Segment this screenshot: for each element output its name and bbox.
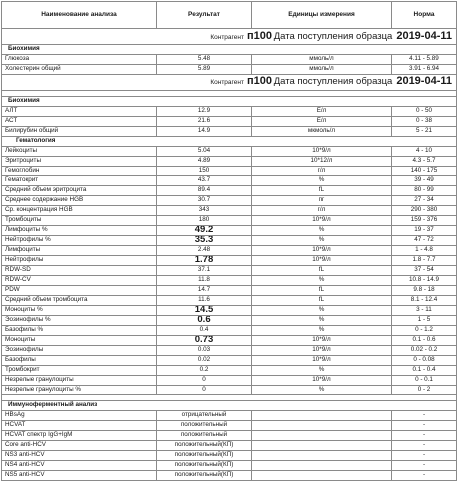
units-value bbox=[252, 461, 392, 471]
units-value: ммоль/л bbox=[252, 64, 392, 74]
contractor-label: Контрагент bbox=[210, 79, 244, 87]
norm-range: 0.1 - 0.4 bbox=[392, 365, 457, 375]
units-value: fL bbox=[252, 186, 392, 196]
result-value: 12.9 bbox=[157, 106, 252, 116]
analysis-name: Ср. концентрация HGB bbox=[2, 206, 157, 216]
units-value: % bbox=[252, 325, 392, 335]
analysis-name: Нейтрофилы bbox=[2, 256, 157, 266]
units-value bbox=[252, 471, 392, 481]
norm-range: - bbox=[392, 421, 457, 431]
result-value: 21.6 bbox=[157, 116, 252, 126]
section-header: Биохимия bbox=[2, 96, 457, 106]
table-row bbox=[2, 266, 457, 276]
analysis-name: Лимфоциты bbox=[2, 246, 157, 256]
table-row bbox=[2, 305, 457, 315]
result-value: 180 bbox=[157, 216, 252, 226]
units-value: 10*9/л bbox=[252, 335, 392, 345]
analysis-name: Средний объем эритроцита bbox=[2, 186, 157, 196]
analysis-name: NS3 anti-HCV bbox=[2, 451, 157, 461]
analysis-name: Моноциты % bbox=[2, 305, 157, 315]
units-value: 10*9/л bbox=[252, 355, 392, 365]
contractor-code: п100 bbox=[246, 75, 272, 88]
table-row bbox=[2, 441, 457, 451]
hematology-group bbox=[2, 146, 457, 395]
table-row bbox=[2, 411, 457, 421]
result-value: положительный(КП) bbox=[157, 461, 252, 471]
table-row bbox=[2, 176, 457, 186]
result-value: 43.7 bbox=[157, 176, 252, 186]
analysis-name: Тромбокрит bbox=[2, 365, 157, 375]
analysis-name: HCVAT спектр IgG+IgM bbox=[2, 431, 157, 441]
lab-results-table bbox=[1, 1, 457, 481]
norm-range: 0 - 0.08 bbox=[392, 355, 457, 365]
units-value: Е/л bbox=[252, 106, 392, 116]
analysis-name: Эозинофилы bbox=[2, 345, 157, 355]
units-value: % bbox=[252, 315, 392, 325]
table-row bbox=[2, 156, 457, 166]
norm-range: 9.8 - 18 bbox=[392, 285, 457, 295]
units-value: 10*9/л bbox=[252, 246, 392, 256]
units-value: 10*9/л bbox=[252, 256, 392, 266]
table-row bbox=[2, 256, 457, 266]
analysis-name: Нейтрофилы % bbox=[2, 236, 157, 246]
analysis-name: Среднее содержание HGB bbox=[2, 196, 157, 206]
contractor-date-label: Дата поступления образца bbox=[273, 76, 393, 88]
result-value: отрицательный bbox=[157, 411, 252, 421]
result-value: 30.7 bbox=[157, 196, 252, 206]
result-value: 49.2 bbox=[157, 226, 252, 236]
result-value: 14.7 bbox=[157, 285, 252, 295]
norm-range: 0 - 50 bbox=[392, 106, 457, 116]
analysis-name: Эозинофилы % bbox=[2, 315, 157, 325]
biochem-group-1 bbox=[2, 54, 457, 74]
units-value: 10*9/л bbox=[252, 375, 392, 385]
norm-range: - bbox=[392, 451, 457, 461]
table-row bbox=[2, 295, 457, 305]
table-row bbox=[2, 166, 457, 176]
analysis-name: RDW-SD bbox=[2, 266, 157, 276]
result-value: 343 bbox=[157, 206, 252, 216]
norm-range: 80 - 99 bbox=[392, 186, 457, 196]
table-row bbox=[2, 365, 457, 375]
analysis-name: Моноциты bbox=[2, 335, 157, 345]
norm-range: 10.8 - 14.9 bbox=[392, 276, 457, 286]
analysis-name: Билирубин общий bbox=[2, 126, 157, 136]
table-row bbox=[2, 471, 457, 481]
biochem-group-2 bbox=[2, 106, 457, 136]
units-value bbox=[252, 411, 392, 421]
table-row bbox=[2, 64, 457, 74]
result-value: положительный(КП) bbox=[157, 451, 252, 461]
table-row bbox=[2, 236, 457, 246]
units-value bbox=[252, 431, 392, 441]
contractor-date-label: Дата поступления образца bbox=[273, 30, 393, 42]
norm-range: 5 - 21 bbox=[392, 126, 457, 136]
norm-range: 8.1 - 12.4 bbox=[392, 295, 457, 305]
analysis-name: АЛТ bbox=[2, 106, 157, 116]
table-row bbox=[2, 461, 457, 471]
analysis-name: HCVAT bbox=[2, 421, 157, 431]
result-value: 0.2 bbox=[157, 365, 252, 375]
result-value: 150 bbox=[157, 166, 252, 176]
result-value: 4.89 bbox=[157, 156, 252, 166]
table-row bbox=[2, 345, 457, 355]
result-value: 89.4 bbox=[157, 186, 252, 196]
analysis-name: Незрелые гранулоциты bbox=[2, 375, 157, 385]
table-row bbox=[2, 285, 457, 295]
units-value: Е/л bbox=[252, 116, 392, 126]
units-value: 10*9/л bbox=[252, 216, 392, 226]
units-value: г/л bbox=[252, 166, 392, 176]
table-row bbox=[2, 126, 457, 136]
analysis-name: Лейкоциты bbox=[2, 146, 157, 156]
result-value: 0.73 bbox=[157, 335, 252, 345]
units-value: мкмоль/л bbox=[252, 126, 392, 136]
analysis-name: Тромбоциты bbox=[2, 216, 157, 226]
norm-range: 47 - 72 bbox=[392, 236, 457, 246]
units-value: г/л bbox=[252, 206, 392, 216]
norm-range: 4 - 10 bbox=[392, 146, 457, 156]
analysis-name: NS4 anti-HCV bbox=[2, 461, 157, 471]
table-row bbox=[2, 325, 457, 335]
result-value: 5.89 bbox=[157, 64, 252, 74]
analysis-name: NS5 anti-HCV bbox=[2, 471, 157, 481]
units-value bbox=[252, 451, 392, 461]
norm-range: 0.02 - 0.2 bbox=[392, 345, 457, 355]
analysis-name: HBsAg bbox=[2, 411, 157, 421]
table-row bbox=[2, 116, 457, 126]
norm-range: 0.1 - 0.6 bbox=[392, 335, 457, 345]
units-value bbox=[252, 421, 392, 431]
result-value: 0.03 bbox=[157, 345, 252, 355]
norm-range: 1.8 - 7.7 bbox=[392, 256, 457, 266]
units-value: % bbox=[252, 385, 392, 395]
analysis-name: RDW-CV bbox=[2, 276, 157, 286]
table-row bbox=[2, 106, 457, 116]
norm-range: 27 - 34 bbox=[392, 196, 457, 206]
table-header-row bbox=[2, 2, 457, 29]
result-value: 5.04 bbox=[157, 146, 252, 156]
header-units: Единицы измерения bbox=[252, 2, 392, 29]
norm-range: 159 - 376 bbox=[392, 216, 457, 226]
units-value bbox=[252, 441, 392, 451]
table-row bbox=[2, 54, 457, 64]
table-row bbox=[2, 385, 457, 395]
contractor-row-1 bbox=[2, 29, 457, 45]
header-result: Результат bbox=[157, 2, 252, 29]
norm-range: 1 - 5 bbox=[392, 315, 457, 325]
norm-range: 3 - 11 bbox=[392, 305, 457, 315]
units-value: пг bbox=[252, 196, 392, 206]
analysis-name: Лимфоциты % bbox=[2, 226, 157, 236]
table-row bbox=[2, 355, 457, 365]
sample-date: 2019-04-11 bbox=[396, 29, 452, 42]
norm-range: 39 - 49 bbox=[392, 176, 457, 186]
analysis-name: Холестерин общий bbox=[2, 64, 157, 74]
analysis-name: Core anti-HCV bbox=[2, 441, 157, 451]
analysis-name: Глюкоза bbox=[2, 54, 157, 64]
norm-range: 3.91 - 6.94 bbox=[392, 64, 457, 74]
units-value: 10*9/л bbox=[252, 345, 392, 355]
result-value: 0 bbox=[157, 375, 252, 385]
result-value: 14.5 bbox=[157, 305, 252, 315]
norm-range: 4.3 - 5.7 bbox=[392, 156, 457, 166]
result-value: 14.9 bbox=[157, 126, 252, 136]
units-value: 10*9/л bbox=[252, 146, 392, 156]
table-row bbox=[2, 375, 457, 385]
table-row bbox=[2, 246, 457, 256]
table-row bbox=[2, 431, 457, 441]
result-value: 0.6 bbox=[157, 315, 252, 325]
table-row bbox=[2, 216, 457, 226]
units-value: ммоль/л bbox=[252, 54, 392, 64]
contractor-label: Контрагент bbox=[210, 33, 244, 41]
sample-date: 2019-04-11 bbox=[396, 75, 452, 88]
result-value: положительный bbox=[157, 431, 252, 441]
immuno-group bbox=[2, 411, 457, 481]
analysis-name: Незрелые гранулоциты % bbox=[2, 385, 157, 395]
analysis-name: АСТ bbox=[2, 116, 157, 126]
norm-range: - bbox=[392, 461, 457, 471]
norm-range: 1 - 4.8 bbox=[392, 246, 457, 256]
norm-range: - bbox=[392, 441, 457, 451]
result-value: 5.48 bbox=[157, 54, 252, 64]
result-value: 0.4 bbox=[157, 325, 252, 335]
analysis-name: Гемоглобин bbox=[2, 166, 157, 176]
table-row bbox=[2, 226, 457, 236]
result-value: 2.48 bbox=[157, 246, 252, 256]
norm-range: 19 - 37 bbox=[392, 226, 457, 236]
section-header: Гематология bbox=[2, 136, 457, 146]
norm-range: 37 - 54 bbox=[392, 266, 457, 276]
result-value: 11.6 bbox=[157, 295, 252, 305]
result-value: 35.3 bbox=[157, 236, 252, 246]
table-row bbox=[2, 335, 457, 345]
table-row bbox=[2, 276, 457, 286]
section-header: Биохимия bbox=[2, 45, 457, 55]
norm-range: - bbox=[392, 471, 457, 481]
units-value: fL bbox=[252, 266, 392, 276]
norm-range: 0 - 1.2 bbox=[392, 325, 457, 335]
result-value: 37.1 bbox=[157, 266, 252, 276]
norm-range: 0 - 38 bbox=[392, 116, 457, 126]
units-value: fL bbox=[252, 285, 392, 295]
result-value: положительный(КП) bbox=[157, 441, 252, 451]
analysis-name: Базофилы % bbox=[2, 325, 157, 335]
analysis-name: Эритроциты bbox=[2, 156, 157, 166]
result-value: 11.8 bbox=[157, 276, 252, 286]
units-value: % bbox=[252, 305, 392, 315]
norm-range: 140 - 175 bbox=[392, 166, 457, 176]
header-name: Наименование анализа bbox=[2, 2, 157, 29]
result-value: 0 bbox=[157, 385, 252, 395]
table-row bbox=[2, 451, 457, 461]
norm-range: 290 - 380 bbox=[392, 206, 457, 216]
contractor-row-2 bbox=[2, 74, 457, 90]
analysis-name: Гематокрит bbox=[2, 176, 157, 186]
contractor-code: п100 bbox=[246, 29, 272, 42]
norm-range: 4.11 - 5.89 bbox=[392, 54, 457, 64]
result-value: положительный(КП) bbox=[157, 471, 252, 481]
units-value: fL bbox=[252, 295, 392, 305]
table-row bbox=[2, 206, 457, 216]
units-value: 10*12/л bbox=[252, 156, 392, 166]
norm-range: 0 - 0.1 bbox=[392, 375, 457, 385]
analysis-name: Средний объем тромбоцита bbox=[2, 295, 157, 305]
analysis-name: Базофилы bbox=[2, 355, 157, 365]
section-header: Иммуноферментный анализ bbox=[2, 401, 457, 411]
table-row bbox=[2, 186, 457, 196]
table-row bbox=[2, 146, 457, 156]
norm-range: - bbox=[392, 431, 457, 441]
result-value: 1.78 bbox=[157, 256, 252, 266]
units-value: % bbox=[252, 236, 392, 246]
units-value: % bbox=[252, 176, 392, 186]
analysis-name: PDW bbox=[2, 285, 157, 295]
units-value: % bbox=[252, 226, 392, 236]
norm-range: - bbox=[392, 411, 457, 421]
header-norm: Норма bbox=[392, 2, 457, 29]
result-value: положительный bbox=[157, 421, 252, 431]
units-value: % bbox=[252, 276, 392, 286]
table-row bbox=[2, 315, 457, 325]
table-row bbox=[2, 196, 457, 206]
norm-range: 0 - 2 bbox=[392, 385, 457, 395]
table-row bbox=[2, 421, 457, 431]
result-value: 0.02 bbox=[157, 355, 252, 365]
units-value: % bbox=[252, 365, 392, 375]
